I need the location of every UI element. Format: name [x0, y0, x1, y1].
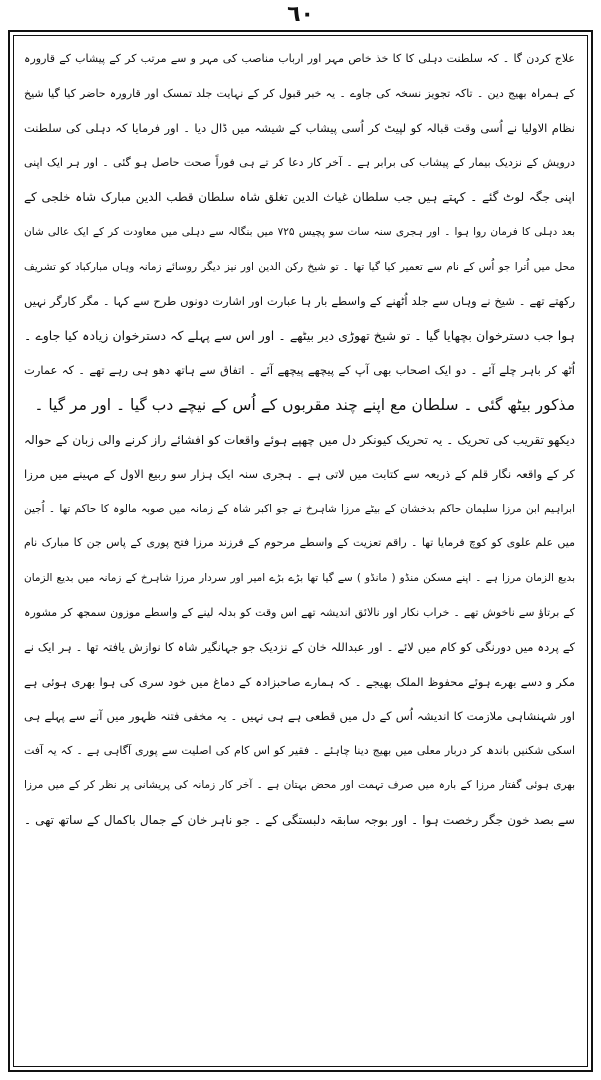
text-line: بھری ہوئی گفتار مرزا کے بارہ میں صرف تہمت اور محض بہتان ہے ۔ آخر کار زمانہ کی پریشانی پر نظر کر کے میں مرزا: [24, 779, 575, 792]
text-line: سے بصد خون جگر رخصت ہوا ۔ اور بوجہ سابقہ دلبستگی کے ۔ جو ناہر خان کے جمال باکمال کے ساتھ تھی ۔: [24, 813, 575, 828]
page-number: ٦٠: [287, 2, 314, 27]
text-line: علاج کردن گا ۔ کہ سلطنت دہلی کا کا خذ خاص مہر اور ارباب مناصب کی مہر و سے مرتب کر کے پیشاب کے قارورہ: [24, 52, 575, 65]
text-line: کر کے واقعہ نگار قلم کے ذریعہ سے کتابت میں لاتی ہے ۔ ہجری سنہ ایک ہزار سو ربیع الاول کے مہینے میں مرزا: [24, 467, 575, 482]
text-line: دیکھو تقریب کی تحریک ۔ یہ تحریک کیونکر دل میں چھپے ہوئے واقعات کو افشائے راز کرنے والی زبان کے حوالہ: [24, 432, 575, 447]
text-line: اسکی شکنیں باندھ کر دربار معلی میں بھیج دینا چاہئے ۔ فقیر کو اس کام کی اصلیت سے پوری آگاہی ہے ۔ کہ یہ آفت: [24, 743, 575, 757]
page-border-frame: [8, 30, 593, 1072]
text-line: ہوا جب دسترخوان بچھایا گیا ۔ تو شیخ تھوڑی دیر بیٹھے ۔ اور اس سے پہلے کہ دسترخوان زیادہ کیا جاوے ۔: [24, 327, 575, 343]
text-line: کے پردہ میں دورنگی کو کام میں لائے ۔ اور عبداللہ خان کے نزدیک جو جہانگیر شاہ کا نوازش یافتہ تھا ۔ ہر ایک نے: [24, 640, 575, 655]
text-line: اُٹھ کر باہر چلے آئے ۔ دو ایک اصحاب بھی آپ کے پیچھے پیچھے آئے ۔ اتفاق سے ہاتھ دھو ہی رہے تھے ۔ کہ عمارت: [24, 363, 575, 378]
text-body: [24, 42, 575, 1062]
text-line: کے ہمراہ بھیج دین ۔ تاکہ تجویز نسخہ کی جاوے ۔ یہ خبر قبول کر کے نہایت جلد تمسک اور قارورہ حاضر کیا گیا شیخ: [24, 86, 575, 100]
text-line: نظام الاولیا نے اُسی وقت قبالہ کو لپیٹ کر اُسی پیشاب کے شیشہ میں ڈال دیا ۔ اور فرمایا کہ دہلی کی سلطنت: [24, 121, 575, 136]
text-line: محل میں اُترا جو اُس کے نام سے تعمیر کیا گیا تھا ۔ تو شیخ رکن الدین اور نیز دیگر روسائے زمانہ وہاں مبارکباد کو تشریف: [24, 260, 575, 273]
text-line: اپنی جگہ لوٹ گئے ۔ کہتے ہیں جب سلطان غیاث الدین تغلق شاہ سلطان قطب الدین مبارک شاہ خلجی کے: [24, 190, 575, 205]
text-line: مکر و دسے بھرے ہوئے محفوظ الملک بھیجے ۔ کہ ہمارے صاحبزادہ کے دماغ میں خود سری کی ہوا بھری ہوئی ہے: [24, 674, 575, 689]
text-line: اور شہنشاہی ملازمت کا اندیشہ اُس کے دل میں قطعی ہے ہی نہیں ۔ یہ مخفی فتنہ ظہور میں آنے سے پہلے ہی: [24, 709, 575, 724]
text-line: رکھتے تھے ۔ شیخ نے وہاں سے جلد اُٹھنے کے واسطے بار ہا عبارت اور اشارت دونوں طرح سے کہا ۔ مگر کارگر نہیں: [24, 294, 575, 309]
text-line: کے برتاؤ سے ناخوش تھے ۔ خراب نکار اور نالائق اندیشہ تھے اس وقت کو بدلہ لینے کے واسطے موزون سمجھ کر مشورہ: [24, 605, 575, 619]
text-line: بعد دہلی کا فرمان روا ہوا ۔ اور ہجری سنہ سات سو پچیس ۷۲۵ میں بنگالہ سے دہلی میں معاودت کر کے ایک عالی شان: [24, 225, 575, 238]
text-line: بدیع الزمان مرزا ہے ۔ اپنے مسکن منڈو ( مانڈو ) سے گیا تھا بڑے بڑے امیر اور سردار مرزا شاہرخ کے زمانہ میں بدیع الزمان: [24, 571, 575, 584]
text-line: میں علم علوی کو کوچ فرمایا تھا ۔ راقم تعزیت کے واسطے مرحوم کے فرزند مرزا فتح پوری کے پاس جن کا مبارک نام: [24, 536, 575, 550]
text-line: درویش کے نزدیک بیمار کے پیشاب کی برابر ہے ۔ آخر کار دعا کر تے ہی فوراً صحت حاصل ہو گئی ۔ اور ہر ایک اپنی: [24, 155, 575, 169]
text-line-paragraph-end: مذکور بیٹھ گئی ۔ سلطان مع اپنے چند مقربوں کے اُس کے نیچے دب گیا ۔ اور مر گیا ۔: [34, 395, 575, 414]
text-line: ابراہیم ابن مرزا سلیمان حاکم بدخشان کے بیٹے مرزا شاہرخ نے جو اکبر شاہ کے زمانہ میں صوبہ مالوہ کا حاکم تھا ۔ اُجین: [24, 502, 575, 515]
